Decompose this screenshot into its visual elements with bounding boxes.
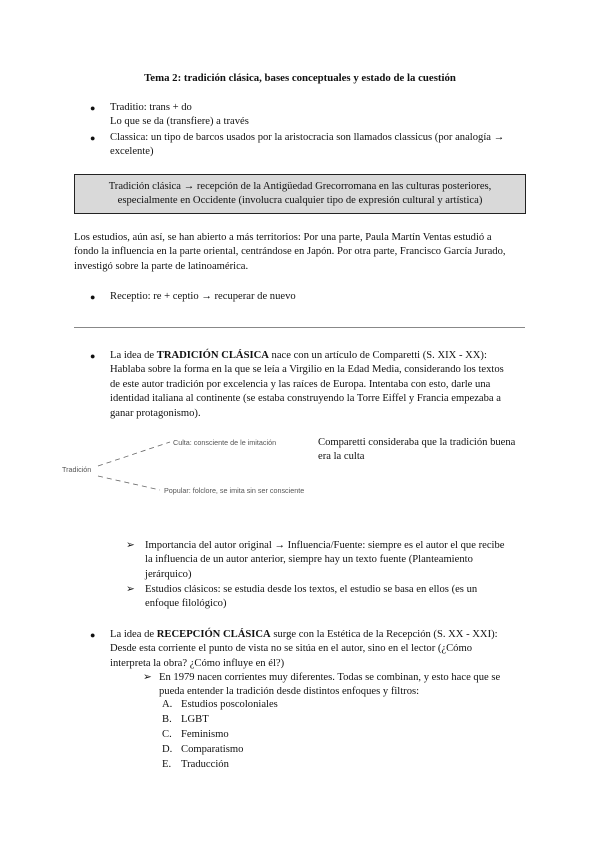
bullet-item-tradicion-clasica [90,349,530,421]
diagram-root-label: Tradición [62,465,92,474]
section-line: Desde esta corriente el punto de vista no se sitúa en el autor, sino en el lector (¿Cómo [110,643,473,655]
diagram-upper-branch [98,442,170,466]
paragraph-line: fondo la influencia en la parte oriental, centrándose en Japón. Por otra parte, Francisco García Jurado, [74,246,506,258]
bullet-icon: ● [90,133,96,143]
note-line: Comparetti consideraba que la tradición buena [318,437,516,448]
bullet-text: excelente) [110,146,154,158]
bullet-icon: ● [90,630,96,640]
definition-text: Tradición clásica → recepción de la Antigüedad Grecorromana en las culturas posteriores, [108,181,492,192]
bullet-icon: ● [90,103,96,113]
bullet-item-traditio [90,101,520,130]
tradition-diagram [60,430,320,500]
list-letter: B. [162,714,172,725]
arrow-bullet-icon: ➢ [143,672,152,683]
list-label: Estudios poscoloniales [181,699,278,710]
bullet-item-recepcion-clasica [90,628,530,671]
horizontal-divider [74,327,525,328]
arrow-item-corrientes [143,671,528,700]
comparetti-note [318,436,533,465]
section-heading-line [110,628,530,642]
bullet-text: Traditio: trans + do [110,102,192,113]
arrow-item-line: enfoque filológico) [145,598,227,610]
bullet-icon: ● [90,351,96,361]
list-label: Comparatismo [181,744,244,755]
diagram-lower-branch [98,476,160,490]
arrow-item-line: jerárquico) [145,568,192,580]
diagram-lower-label: Popular: folclore, se imita sin ser consciente [164,486,305,495]
list-letter: D. [162,744,173,755]
heading-prefix: La idea de [110,350,157,361]
page-title: Tema 2: tradición clásica, bases conceptuales y estado de la cuestión [144,72,456,84]
bullet-item-classica [90,131,530,160]
paragraph-line: investigó sobre la parte de latinoamérica. [74,260,249,272]
heading-prefix: La idea de [110,629,157,640]
list-letter: E. [162,759,172,770]
bullet-text: Lo que se da (transfiere) a través [110,116,249,128]
section-line: de este autor tradición por excelencia y las raíces de Europa. Intentaba con esto, darle una [110,378,491,390]
bullet-item-receptio [90,290,520,304]
section-line: identidad italiana al continente (se estaba construyendo la Torre Eiffel y Francia empezaba a [110,393,501,405]
section-line: ganar protagonismo). [110,407,201,419]
section-line: interpreta la obra? ¿Cómo influye en él?) [110,657,285,669]
list-label: Traducción [181,759,229,770]
arrow-item-line: pueda entender la tradición desde distintos enfoques y filtros: [159,686,420,698]
arrow-item-line: En 1979 nacen corrientes muy diferentes. Todas se combinan, y esto hace que se [159,672,501,683]
arrow-item-estudios-clasicos [126,583,526,612]
bullet-text: Receptio: re + ceptio → recuperar de nuevo [110,291,296,302]
list-letter: C. [162,729,172,740]
heading-bold-term: RECEPCIÓN CLÁSICA [156,629,271,640]
arrow-bullet-icon: ➢ [126,584,135,595]
list-letter: A. [162,699,173,710]
studies-paragraph [74,231,526,274]
note-line: era la culta [318,451,365,463]
arrow-item-autor-original [126,539,526,582]
heading-bold-term: TRADICIÓN CLÁSICA [156,350,269,361]
arrow-item-line: Estudios clásicos: se estudia desde los textos, el estudio se basa en ellos (es un [145,584,478,595]
section-heading-line [110,349,530,363]
diagram-upper-label: Culta: consciente de le imitación [173,438,277,447]
arrow-item-line: Importancia del autor original → Influencia/Fuente: siempre es el autor el que recibe [145,540,505,551]
list-label: LGBT [181,714,209,725]
heading-suffix: surge con la Estética de la Recepción (S. XX - XXI): [270,629,498,640]
arrow-item-line: la influencia de un autor anterior, siempre hay un texto fuente (Planteamiento [145,554,473,566]
definition-box [74,174,526,214]
list-label: Feminismo [181,729,229,740]
section-line: Hablaba sobre la forma en la que se leía a Virgilio en la Edad Media, considerando los textos [110,364,504,376]
paragraph-line: Los estudios, aún así, se han abierto a más territorios: Por una parte, Paula Martín Ventas estudió a [74,232,492,243]
heading-suffix: nace con un artículo de Comparetti (S. XIX - XX): [268,350,487,361]
definition-text: especialmente en Occidente (involucra cualquier tipo de expresión cultural y artística) [117,195,483,207]
bullet-text: Classica: un tipo de barcos usados por la aristocracia son llamados classicus (por analogía → [110,132,505,143]
arrow-bullet-icon: ➢ [126,540,135,551]
bullet-icon: ● [90,292,96,302]
